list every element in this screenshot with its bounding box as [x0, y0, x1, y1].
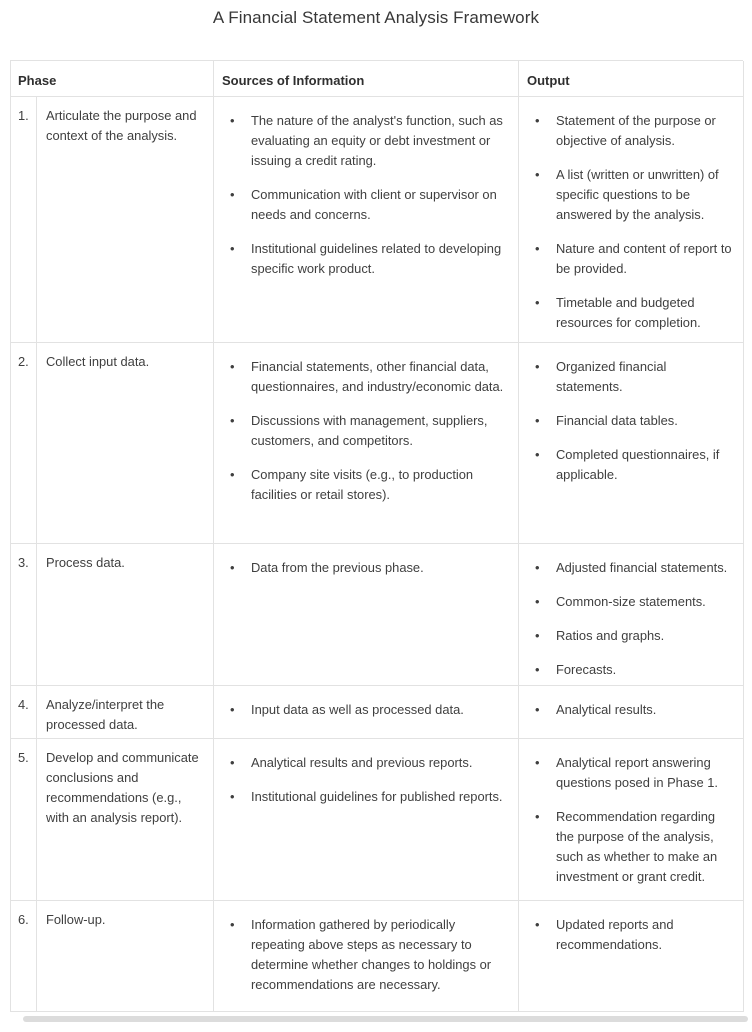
column-header-output: Output: [519, 61, 744, 97]
bullet-item: [214, 465, 510, 505]
bullet-icon: •: [535, 560, 540, 575]
bullet-item: [214, 753, 510, 773]
sources-cell: [214, 343, 519, 544]
bullet-item: [519, 558, 735, 578]
bullet-item: [214, 558, 510, 578]
bullet-text: Information gathered by periodically repeating above steps as necessary to determine whether changes to holdings or recommendations are necessary.: [251, 917, 492, 992]
output-cell: [519, 686, 744, 739]
bullet-item: [519, 592, 735, 612]
bullet-text: The nature of the analyst's function, such as evaluating an equity or debt investment or issuing a credit rating.: [251, 113, 503, 168]
bullet-item: [214, 239, 510, 279]
phase-number: 3.: [11, 544, 37, 686]
output-cell: [519, 343, 744, 544]
bullet-item: [519, 626, 735, 646]
bullet-icon: •: [535, 755, 540, 770]
bullet-text: Statement of the purpose or objective of analysis.: [556, 113, 716, 148]
bullet-icon: •: [230, 113, 235, 128]
bullet-icon: •: [535, 167, 540, 182]
bullet-text: Timetable and budgeted resources for completion.: [556, 295, 701, 330]
column-header-phase: Phase: [11, 61, 214, 97]
bullet-icon: •: [535, 359, 540, 374]
bullet-text: Communication with client or supervisor on needs and concerns.: [251, 187, 497, 222]
bullet-icon: •: [535, 809, 540, 824]
bullet-text: Financial statements, other financial data, questionnaires, and industry/economic data.: [251, 359, 504, 394]
horizontal-scrollbar-thumb[interactable]: [23, 1016, 748, 1022]
bullet-item: [214, 700, 510, 720]
bullet-item: [519, 660, 735, 680]
bullet-icon: •: [230, 467, 235, 482]
bullet-text: Adjusted financial statements.: [556, 560, 728, 575]
output-cell: [519, 97, 744, 343]
bullet-icon: •: [230, 917, 235, 932]
bullet-item: [519, 445, 735, 485]
bullet-item: [519, 915, 735, 955]
output-cell: [519, 739, 744, 901]
bullet-icon: •: [230, 187, 235, 202]
bullet-icon: •: [535, 113, 540, 128]
bullet-text: Recommendation regarding the purpose of the analysis, such as whether to make an investment or grant credit.: [556, 809, 718, 884]
bullet-icon: •: [535, 447, 540, 462]
phase-number: 6.: [11, 901, 37, 1012]
bullet-item: [214, 411, 510, 451]
phase-cell: Articulate the purpose and context of the analysis.: [37, 97, 214, 343]
bullet-item: [214, 915, 510, 995]
bullet-text: Organized financial statements.: [556, 359, 667, 394]
phase-number: 2.: [11, 343, 37, 544]
bullet-icon: •: [535, 295, 540, 310]
bullet-item: [214, 357, 510, 397]
bullet-item: [519, 753, 735, 793]
phase-cell: Follow-up.: [37, 901, 214, 1012]
bullet-text: Ratios and graphs.: [556, 628, 665, 643]
bullet-item: [519, 239, 735, 279]
column-header-sources: Sources of Information: [214, 61, 519, 97]
bullet-text: Institutional guidelines related to developing specific work product.: [251, 241, 502, 276]
bullet-text: Financial data tables.: [556, 413, 678, 428]
bullet-icon: •: [535, 594, 540, 609]
bullet-item: [519, 111, 735, 151]
bullet-text: Forecasts.: [556, 662, 617, 677]
phase-cell: Collect input data.: [37, 343, 214, 544]
phase-number: 1.: [11, 97, 37, 343]
output-cell: [519, 544, 744, 686]
bullet-icon: •: [535, 917, 540, 932]
bullet-item: [519, 165, 735, 225]
bullet-text: Analytical results and previous reports.: [251, 755, 473, 770]
bullet-icon: •: [535, 662, 540, 677]
page-title: A Financial Statement Analysis Framework: [212, 8, 540, 27]
bullet-item: [214, 787, 510, 807]
bullet-icon: •: [230, 359, 235, 374]
bullet-text: Completed questionnaires, if applicable.: [556, 447, 720, 482]
output-cell: [519, 901, 744, 1012]
bullet-text: Input data as well as processed data.: [251, 702, 464, 717]
bullet-item: [519, 411, 735, 431]
bullet-icon: •: [230, 560, 235, 575]
bullet-item: [519, 807, 735, 887]
bullet-item: [519, 700, 735, 720]
phase-cell: Develop and communicate conclusions and recommendations (e.g., with an analysis report).: [37, 739, 214, 901]
bullet-text: Company site visits (e.g., to production facilities or retail stores).: [251, 467, 474, 502]
bullet-text: Discussions with management, suppliers, customers, and competitors.: [251, 413, 488, 448]
bullet-icon: •: [230, 241, 235, 256]
bullet-text: Institutional guidelines for published reports.: [251, 789, 503, 804]
sources-cell: [214, 544, 519, 686]
sources-cell: [214, 97, 519, 343]
bullet-text: Updated reports and recommendations.: [556, 917, 674, 952]
bullet-item: [214, 111, 510, 171]
phase-number: 4.: [11, 686, 37, 739]
bullet-icon: •: [230, 413, 235, 428]
bullet-icon: •: [230, 755, 235, 770]
bullet-item: [214, 185, 510, 225]
sources-cell: [214, 901, 519, 1012]
framework-table: [10, 60, 743, 1012]
bullet-item: [519, 357, 735, 397]
bullet-icon: •: [535, 702, 540, 717]
bullet-text: Analytical report answering questions posed in Phase 1.: [556, 755, 718, 790]
bullet-icon: •: [535, 628, 540, 643]
sources-cell: [214, 739, 519, 901]
bullet-icon: •: [230, 702, 235, 717]
bullet-item: [519, 293, 735, 333]
bullet-icon: •: [230, 789, 235, 804]
bullet-icon: •: [535, 241, 540, 256]
phase-cell: Analyze/interpret the processed data.: [37, 686, 214, 739]
bullet-text: Nature and content of report to be provided.: [556, 241, 732, 276]
bullet-text: A list (written or unwritten) of specific questions to be answered by the analysis.: [556, 167, 719, 222]
bullet-text: Data from the previous phase.: [251, 560, 424, 575]
bullet-text: Analytical results.: [556, 702, 657, 717]
phase-number: 5.: [11, 739, 37, 901]
phase-cell: Process data.: [37, 544, 214, 686]
sources-cell: [214, 686, 519, 739]
bullet-icon: •: [535, 413, 540, 428]
bullet-text: Common-size statements.: [556, 594, 706, 609]
